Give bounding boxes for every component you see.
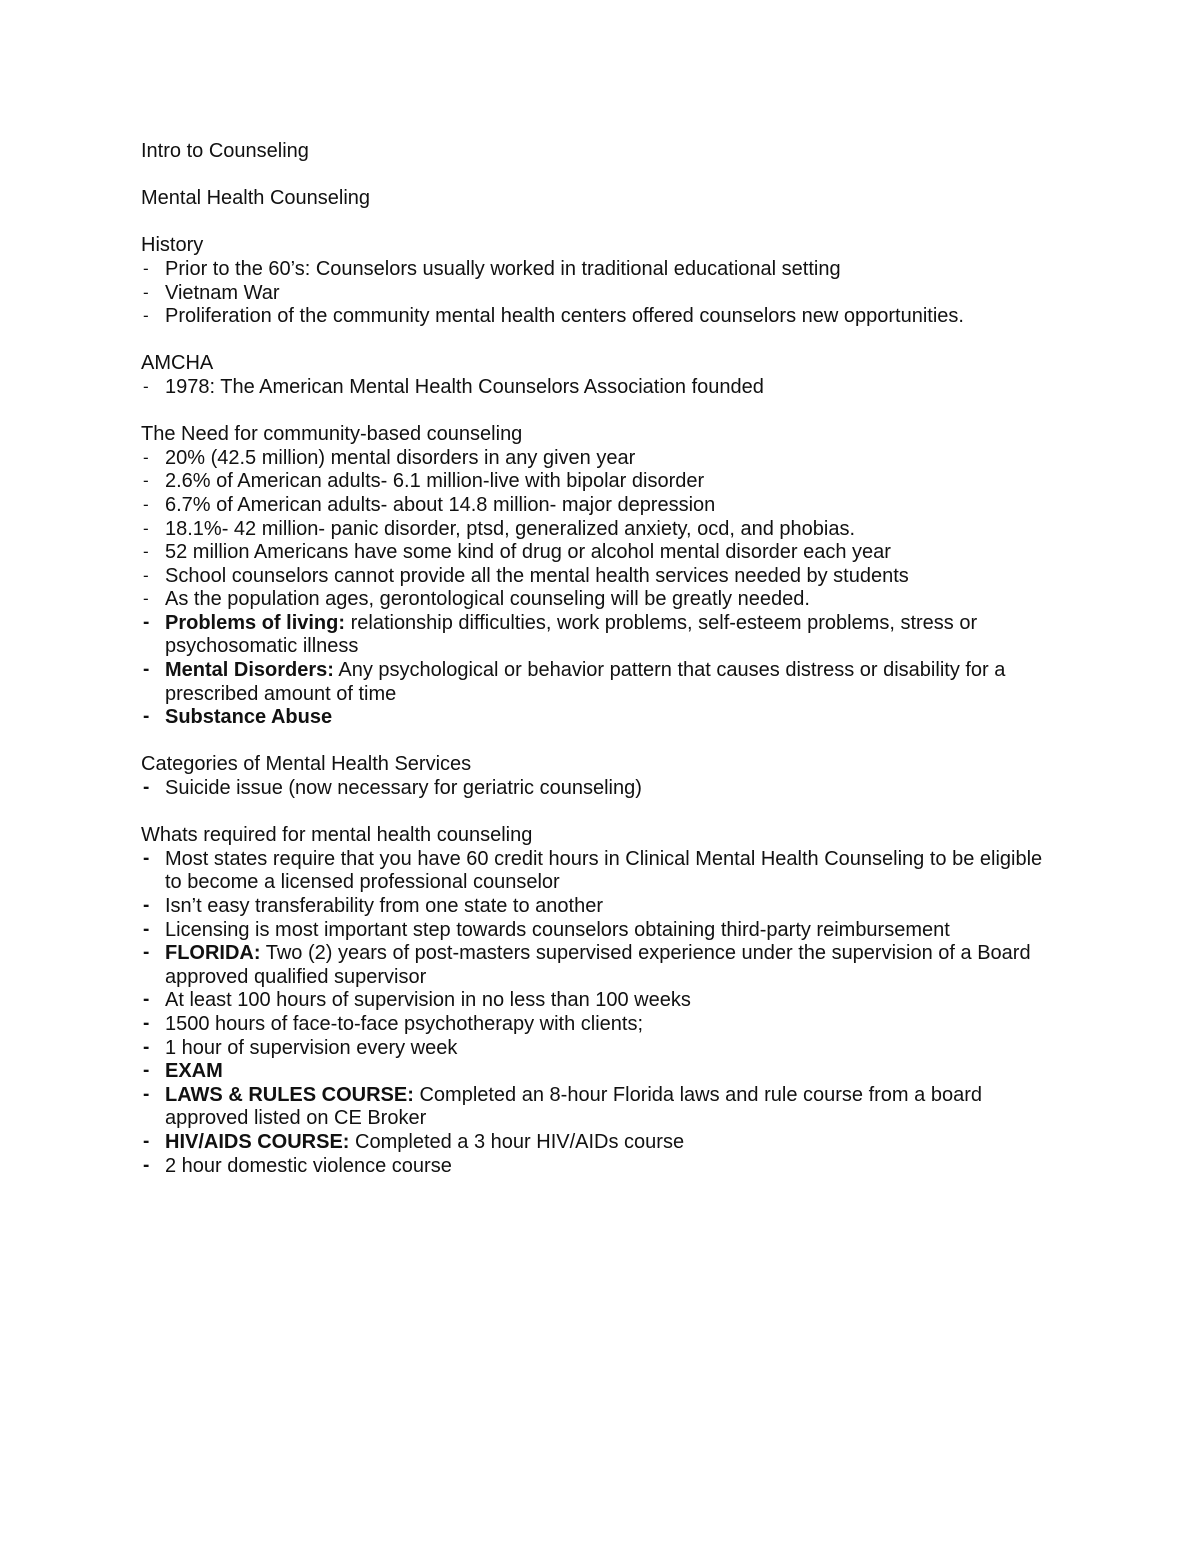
- list-item: - Vietnam War: [141, 282, 1061, 306]
- list-item: [141, 919, 1061, 943]
- section-heading-amcha: AMCHA: [141, 352, 214, 375]
- item-label: HIV/AIDS COURSE:: [165, 1130, 350, 1153]
- list-item: - 52 million Americans have some kind of drug or alcohol mental disorder each year: [141, 541, 1061, 565]
- list-item: [141, 1084, 1061, 1131]
- list-item: - 6.7% of American adults- about 14.8 million- major depression: [141, 494, 1061, 518]
- item-text: Licensing is most important step towards counselors obtaining third-party reimbursement: [165, 918, 950, 941]
- categories-list: [141, 777, 1061, 801]
- item-text: Two (2) years of post-masters supervised experience under the supervision of a Board approved qualified supervisor: [165, 942, 1031, 988]
- list-item: [141, 895, 1061, 919]
- item-text: 2 hour domestic violence course: [165, 1154, 452, 1177]
- amcha-list: [141, 376, 1061, 400]
- list-item: - Suicide issue (now necessary for geriatric counseling): [141, 777, 1061, 801]
- document-page: [141, 140, 1061, 1178]
- item-text: Completed an 8-hour Florida laws and rule course from a board approved listed on CE Broker: [165, 1083, 982, 1130]
- item-label: LAWS & RULES COURSE:: [165, 1083, 414, 1106]
- list-item: [141, 1155, 1061, 1179]
- list-item: [141, 848, 1061, 895]
- list-item: [141, 706, 1061, 730]
- list-item: - 2.6% of American adults- 6.1 million-live with bipolar disorder: [141, 470, 1061, 494]
- item-text: 1 hour of supervision every week: [165, 1036, 458, 1059]
- list-item: - Prior to the 60’s: Counselors usually worked in traditional educational setting: [141, 258, 1061, 282]
- section-heading-need: The Need for community-based counseling: [141, 423, 523, 446]
- item-label: Problems of living:: [165, 611, 346, 634]
- item-label: Substance Abuse: [165, 706, 333, 729]
- list-item: [141, 1060, 1061, 1084]
- item-text: 1500 hours of face-to-face psychotherapy with clients;: [165, 1012, 644, 1035]
- item-text: Isn’t easy transferability from one state to another: [165, 895, 603, 917]
- list-item: [141, 1037, 1061, 1061]
- list-item: [141, 659, 1061, 706]
- item-label: Mental Disorders:: [165, 659, 334, 682]
- list-item: [141, 989, 1061, 1013]
- list-item: [141, 612, 1061, 659]
- list-item: - Proliferation of the community mental health centers offered counselors new opportunities.: [141, 305, 1061, 329]
- history-list: [141, 258, 1061, 329]
- need-list: [141, 447, 1061, 730]
- item-text: Any psychological or behavior pattern that causes distress or disability for a prescribed amount of time: [165, 659, 1006, 705]
- list-item: - School counselors cannot provide all the mental health services needed by students: [141, 565, 1061, 589]
- section-heading-categories: Categories of Mental Health Services: [141, 753, 472, 776]
- item-label: EXAM: [165, 1060, 223, 1083]
- list-item: [141, 1131, 1061, 1155]
- list-item: - As the population ages, gerontological counseling will be greatly needed.: [141, 588, 1061, 612]
- item-text: relationship difficulties, work problems, self-esteem problems, stress or psychosomatic illness: [165, 611, 978, 658]
- item-label: FLORIDA:: [165, 942, 261, 965]
- list-item: - 20% (42.5 million) mental disorders in any given year: [141, 447, 1061, 471]
- list-item: - 1978: The American Mental Health Counselors Association founded: [141, 376, 1061, 400]
- list-item: [141, 942, 1061, 989]
- section-heading-required: Whats required for mental health counseling: [141, 824, 533, 847]
- item-text: Most states require that you have 60 credit hours in Clinical Mental Health Counseling to be eligible to become a licensed professional counselor: [165, 847, 1043, 894]
- item-text: At least 100 hours of supervision in no less than 100 weeks: [165, 989, 691, 1012]
- list-item: [141, 1013, 1061, 1037]
- required-list: [141, 848, 1061, 1178]
- list-item: - 18.1%- 42 million- panic disorder, ptsd, generalized anxiety, ocd, and phobias.: [141, 518, 1061, 542]
- item-text: Completed a 3 hour HIV/AIDs course: [349, 1130, 685, 1153]
- document-title: Intro to Counseling: [141, 140, 309, 162]
- document-subtitle: Mental Health Counseling: [141, 187, 371, 210]
- section-heading-history: History: [141, 234, 204, 257]
